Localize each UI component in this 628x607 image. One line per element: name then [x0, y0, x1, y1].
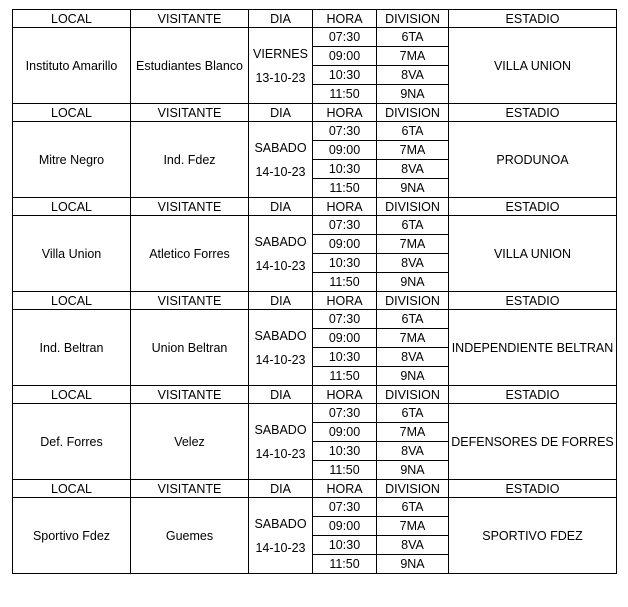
time-cell: 07:30	[313, 310, 377, 329]
header-row	[13, 104, 617, 122]
division-cell: 8VA	[377, 442, 449, 461]
fixture-table-body	[13, 10, 617, 574]
time-cell: 07:30	[313, 122, 377, 141]
column-header-hora: HORA	[313, 292, 377, 310]
column-header-division: DIVISION	[377, 292, 449, 310]
local-team-cell: Instituto Amarillo	[13, 28, 131, 104]
division-cell: 7MA	[377, 141, 449, 160]
time-cell: 09:00	[313, 141, 377, 160]
column-header-visitante: VISITANTE	[131, 104, 249, 122]
column-header-visitante: VISITANTE	[131, 386, 249, 404]
column-header-dia: DIA	[249, 292, 313, 310]
division-cell: 7MA	[377, 235, 449, 254]
division-cell: 9NA	[377, 273, 449, 292]
time-cell: 09:00	[313, 517, 377, 536]
column-header-division: DIVISION	[377, 10, 449, 28]
division-cell: 6TA	[377, 404, 449, 423]
division-cell: 9NA	[377, 367, 449, 386]
column-header-hora: HORA	[313, 480, 377, 498]
time-cell: 11:50	[313, 179, 377, 198]
column-header-local: LOCAL	[13, 104, 131, 122]
column-header-estadio: ESTADIO	[449, 10, 617, 28]
column-header-estadio: ESTADIO	[449, 104, 617, 122]
day-date-block	[249, 418, 312, 466]
visitor-team-cell: Estudiantes Blanco	[131, 28, 249, 104]
column-header-local: LOCAL	[13, 198, 131, 216]
column-header-dia: DIA	[249, 386, 313, 404]
time-cell: 09:00	[313, 235, 377, 254]
column-header-estadio: ESTADIO	[449, 386, 617, 404]
header-row	[13, 10, 617, 28]
stadium-cell: DEFENSORES DE FORRES	[449, 404, 617, 480]
date-label: 14-10-23	[255, 540, 306, 555]
time-cell: 09:00	[313, 329, 377, 348]
time-cell: 07:30	[313, 28, 377, 47]
division-cell: 6TA	[377, 216, 449, 235]
column-header-dia: DIA	[249, 10, 313, 28]
day-cell	[249, 216, 313, 292]
day-cell	[249, 404, 313, 480]
day-date-block	[249, 230, 312, 278]
time-cell: 11:50	[313, 273, 377, 292]
match-slot-row	[13, 404, 617, 423]
weekday-label: SABADO	[254, 422, 307, 437]
header-row	[13, 198, 617, 216]
division-cell: 9NA	[377, 555, 449, 574]
day-cell	[249, 310, 313, 386]
date-label: 14-10-23	[255, 352, 306, 367]
match-slot-row	[13, 310, 617, 329]
time-cell: 10:30	[313, 442, 377, 461]
day-cell	[249, 28, 313, 104]
visitor-team-cell: Union Beltran	[131, 310, 249, 386]
time-cell: 07:30	[313, 498, 377, 517]
day-date-block	[249, 136, 312, 184]
division-cell: 7MA	[377, 329, 449, 348]
division-cell: 8VA	[377, 160, 449, 179]
time-cell: 11:50	[313, 555, 377, 574]
weekday-label: SABADO	[254, 516, 307, 531]
column-header-hora: HORA	[313, 386, 377, 404]
column-header-division: DIVISION	[377, 104, 449, 122]
time-cell: 07:30	[313, 216, 377, 235]
column-header-visitante: VISITANTE	[131, 10, 249, 28]
header-row	[13, 292, 617, 310]
date-label: 14-10-23	[255, 446, 306, 461]
time-cell: 07:30	[313, 404, 377, 423]
column-header-division: DIVISION	[377, 386, 449, 404]
division-cell: 7MA	[377, 423, 449, 442]
weekday-label: VIERNES	[253, 46, 308, 61]
column-header-visitante: VISITANTE	[131, 480, 249, 498]
weekday-label: SABADO	[254, 328, 307, 343]
date-label: 14-10-23	[255, 258, 306, 273]
column-header-local: LOCAL	[13, 480, 131, 498]
time-cell: 11:50	[313, 461, 377, 480]
stadium-cell: SPORTIVO FDEZ	[449, 498, 617, 574]
column-header-visitante: VISITANTE	[131, 292, 249, 310]
match-slot-row	[13, 498, 617, 517]
time-cell: 11:50	[313, 85, 377, 104]
header-row	[13, 386, 617, 404]
day-date-block	[249, 324, 312, 372]
column-header-local: LOCAL	[13, 292, 131, 310]
time-cell: 10:30	[313, 536, 377, 555]
column-header-local: LOCAL	[13, 10, 131, 28]
day-date-block	[249, 42, 312, 90]
division-cell: 9NA	[377, 179, 449, 198]
column-header-hora: HORA	[313, 10, 377, 28]
column-header-visitante: VISITANTE	[131, 198, 249, 216]
day-cell	[249, 498, 313, 574]
time-cell: 09:00	[313, 423, 377, 442]
division-cell: 9NA	[377, 85, 449, 104]
column-header-estadio: ESTADIO	[449, 198, 617, 216]
date-label: 14-10-23	[255, 164, 306, 179]
local-team-cell: Sportivo Fdez	[13, 498, 131, 574]
division-cell: 6TA	[377, 28, 449, 47]
visitor-team-cell: Guemes	[131, 498, 249, 574]
division-cell: 7MA	[377, 517, 449, 536]
stadium-cell: INDEPENDIENTE BELTRAN	[449, 310, 617, 386]
column-header-dia: DIA	[249, 198, 313, 216]
column-header-division: DIVISION	[377, 480, 449, 498]
weekday-label: SABADO	[254, 140, 307, 155]
visitor-team-cell: Ind. Fdez	[131, 122, 249, 198]
column-header-division: DIVISION	[377, 198, 449, 216]
header-row	[13, 480, 617, 498]
time-cell: 10:30	[313, 66, 377, 85]
day-date-block	[249, 512, 312, 560]
match-slot-row	[13, 216, 617, 235]
visitor-team-cell: Atletico Forres	[131, 216, 249, 292]
local-team-cell: Villa Union	[13, 216, 131, 292]
time-cell: 10:30	[313, 254, 377, 273]
day-cell	[249, 122, 313, 198]
column-header-hora: HORA	[313, 104, 377, 122]
date-label: 13-10-23	[255, 70, 306, 85]
division-cell: 7MA	[377, 47, 449, 66]
division-cell: 8VA	[377, 536, 449, 555]
column-header-dia: DIA	[249, 480, 313, 498]
division-cell: 6TA	[377, 122, 449, 141]
time-cell: 10:30	[313, 160, 377, 179]
visitor-team-cell: Velez	[131, 404, 249, 480]
stadium-cell: PRODUNOA	[449, 122, 617, 198]
local-team-cell: Ind. Beltran	[13, 310, 131, 386]
local-team-cell: Def. Forres	[13, 404, 131, 480]
time-cell: 09:00	[313, 47, 377, 66]
column-header-hora: HORA	[313, 198, 377, 216]
division-cell: 8VA	[377, 254, 449, 273]
fixture-table	[12, 9, 617, 574]
division-cell: 6TA	[377, 498, 449, 517]
column-header-dia: DIA	[249, 104, 313, 122]
division-cell: 8VA	[377, 348, 449, 367]
column-header-local: LOCAL	[13, 386, 131, 404]
division-cell: 9NA	[377, 461, 449, 480]
column-header-estadio: ESTADIO	[449, 292, 617, 310]
division-cell: 6TA	[377, 310, 449, 329]
stadium-cell: VILLA UNION	[449, 28, 617, 104]
column-header-estadio: ESTADIO	[449, 480, 617, 498]
time-cell: 11:50	[313, 367, 377, 386]
division-cell: 8VA	[377, 66, 449, 85]
stadium-cell: VILLA UNION	[449, 216, 617, 292]
match-slot-row	[13, 28, 617, 47]
local-team-cell: Mitre Negro	[13, 122, 131, 198]
weekday-label: SABADO	[254, 234, 307, 249]
match-slot-row	[13, 122, 617, 141]
time-cell: 10:30	[313, 348, 377, 367]
